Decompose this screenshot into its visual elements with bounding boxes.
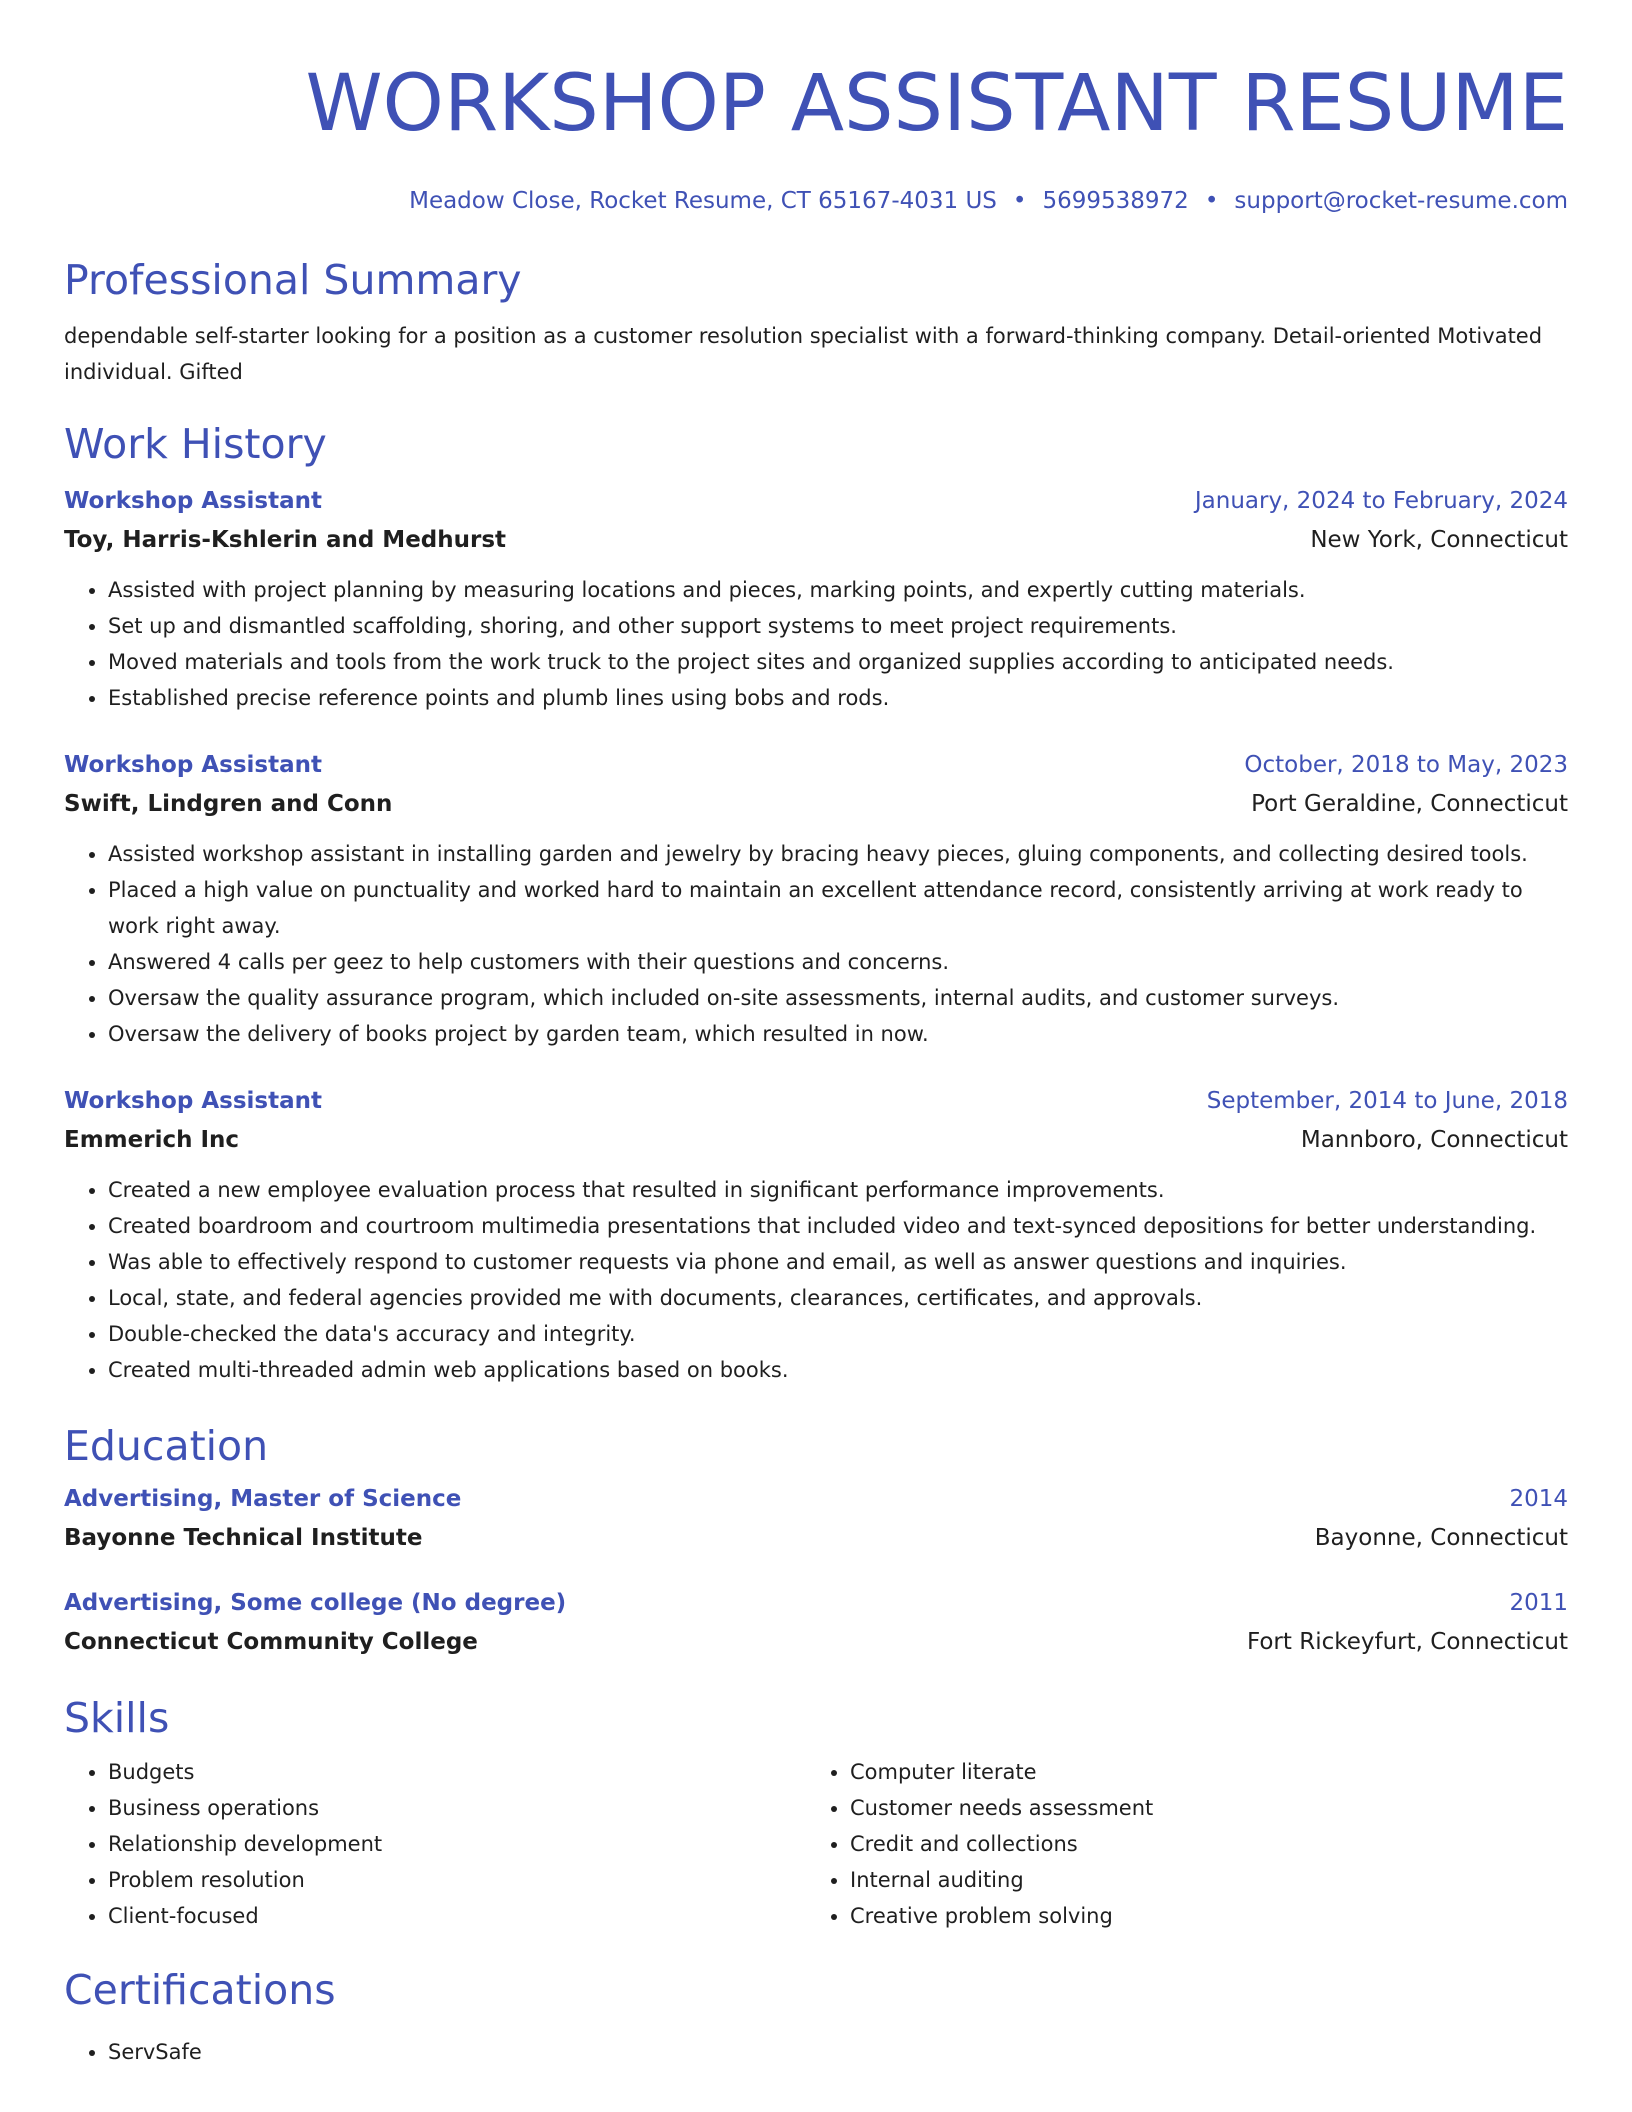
- contact-separator: •: [1204, 188, 1219, 214]
- job-location: New York, Connecticut: [1310, 527, 1568, 553]
- education-degree: Advertising, Some college (No degree): [64, 1590, 567, 1616]
- education-entry: [64, 1584, 1568, 1662]
- job-dates: September, 2014 to June, 2018: [1206, 1088, 1568, 1114]
- skill-item: • Relationship development: [108, 1826, 806, 1862]
- education-school: Connecticut Community College: [64, 1629, 478, 1655]
- skill-item: • Business operations: [108, 1790, 806, 1826]
- certifications-list: [64, 2034, 1568, 2070]
- skill-item: • Client-focused: [108, 1898, 806, 1934]
- job-bullet: • Created a new employee evaluation process that resulted in significant performance improvements.: [108, 1172, 1568, 1208]
- contact-phone: 5699538972: [1042, 188, 1189, 214]
- resume-page: [64, 0, 1568, 2070]
- job-company: Toy, Harris-Kshlerin and Medhurst: [64, 527, 507, 553]
- job-bullet: • Double-checked the data's accuracy and integrity.: [108, 1316, 1568, 1352]
- job-bullet: • Set up and dismantled scaffolding, shoring, and other support systems to meet project requirements.: [108, 608, 1568, 644]
- job-bullet: • Assisted with project planning by measuring locations and pieces, marking points, and expertly cutting materials.: [108, 572, 1568, 608]
- job-bullet: • Oversaw the quality assurance program, which included on-site assessments, internal audits, and customer surveys.: [108, 980, 1568, 1016]
- certifications-heading: Certifications: [64, 1966, 336, 2014]
- education-heading: Education: [64, 1422, 269, 1470]
- job-dates: January, 2024 to February, 2024: [1194, 488, 1568, 514]
- resume-title: WORKSHOP ASSISTANT RESUME: [305, 59, 1568, 149]
- job-bullets: [64, 572, 1568, 716]
- skill-item: • Budgets: [108, 1754, 806, 1790]
- job-bullets: [64, 836, 1568, 1052]
- contact-separator: •: [1012, 188, 1027, 214]
- contact-address: Meadow Close, Rocket Resume, CT 65167-4031 US: [409, 188, 997, 214]
- job-bullet: • Placed a high value on punctuality and worked hard to maintain an excellent attendance record, consistently arriving at work ready to work right away.: [108, 872, 1568, 944]
- job-location: Mannboro, Connecticut: [1300, 1127, 1568, 1153]
- job-bullets: [64, 1172, 1568, 1388]
- education-school: Bayonne Technical Institute: [64, 1525, 423, 1551]
- job-bullet: • Assisted workshop assistant in installing garden and jewelry by bracing heavy pieces, gluing components, and collecting desired tools.: [108, 836, 1568, 872]
- certification-item: • ServSafe: [108, 2034, 1568, 2070]
- skills-grid: [64, 1754, 1568, 1934]
- job-bullet: • Established precise reference points and plumb lines using bobs and rods.: [108, 680, 1568, 716]
- job-role: Workshop Assistant: [64, 488, 322, 514]
- job-bullet: • Answered 4 calls per geez to help customers with their questions and concerns.: [108, 944, 1568, 980]
- education-degree: Advertising, Master of Science: [64, 1486, 462, 1512]
- education-year: 2014: [1509, 1486, 1568, 1512]
- job-bullet: • Moved materials and tools from the work truck to the project sites and organized supplies according to anticipated needs.: [108, 644, 1568, 680]
- job-role: Workshop Assistant: [64, 1088, 322, 1114]
- skill-item: • Customer needs assessment: [850, 1790, 1550, 1826]
- skill-item: • Creative problem solving: [850, 1898, 1550, 1934]
- job-company: Emmerich Inc: [64, 1127, 240, 1153]
- job-dates: October, 2018 to May, 2023: [1244, 752, 1568, 778]
- skills-heading: Skills: [64, 1694, 170, 1742]
- job-bullet: • Created boardroom and courtroom multimedia presentations that included video and text-synced depositions for better understanding.: [108, 1208, 1568, 1244]
- education-location: Bayonne, Connecticut: [1314, 1525, 1568, 1551]
- education-entry: [64, 1480, 1568, 1558]
- job-location: Port Geraldine, Connecticut: [1251, 791, 1568, 817]
- skills-column-right: [806, 1754, 1550, 1934]
- job-company: Swift, Lindgren and Conn: [64, 791, 393, 817]
- job-role: Workshop Assistant: [64, 752, 322, 778]
- job-entry: [64, 1082, 1568, 1388]
- summary-heading: Professional Summary: [64, 256, 522, 304]
- contact-line: [64, 186, 1568, 216]
- education-year: 2011: [1509, 1590, 1568, 1616]
- work-history-heading: Work History: [64, 420, 327, 468]
- education-location: Fort Rickeyfurt, Connecticut: [1246, 1629, 1568, 1655]
- job-entry: [64, 746, 1568, 1052]
- job-bullet: • Oversaw the delivery of books project by garden team, which resulted in now.: [108, 1016, 1568, 1052]
- skill-item: • Credit and collections: [850, 1826, 1550, 1862]
- job-bullet: • Was able to effectively respond to customer requests via phone and email, as well as answer questions and inquiries.: [108, 1244, 1568, 1280]
- skill-item: • Problem resolution: [108, 1862, 806, 1898]
- summary-text: dependable self-starter looking for a position as a customer resolution specialist with a forward-thinking company. Detail-oriented Motivated individual. Gifted: [64, 324, 1543, 384]
- skill-item: • Computer literate: [850, 1754, 1550, 1790]
- job-bullet: • Local, state, and federal agencies provided me with documents, clearances, certificates, and approvals.: [108, 1280, 1568, 1316]
- job-bullet: • Created multi-threaded admin web applications based on books.: [108, 1352, 1568, 1388]
- job-entry: [64, 482, 1568, 716]
- contact-email: support@rocket-resume.com: [1234, 188, 1568, 214]
- skill-item: • Internal auditing: [850, 1862, 1550, 1898]
- skills-column-left: [64, 1754, 806, 1934]
